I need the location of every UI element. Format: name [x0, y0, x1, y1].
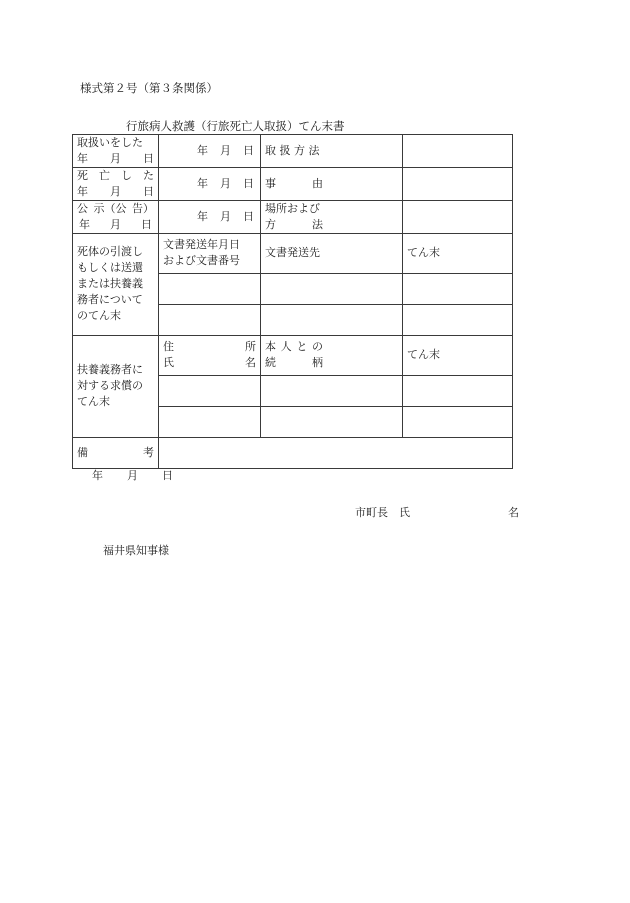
document-recipient-field-1[interactable] [261, 273, 403, 304]
document-title: 行旅病人救護（行旅死亡人取扱）てん末書 [126, 119, 345, 133]
label-reimbursement: 扶養義務者に 対する求償の てん末 [73, 335, 159, 437]
section-body-handover-header [73, 233, 513, 273]
handling-date-field[interactable]: 年 月 日 [159, 135, 261, 168]
reimbursement-outcome-field-2[interactable] [403, 406, 513, 437]
death-date-field[interactable]: 年 月 日 [159, 167, 261, 200]
mayor-signature-line: 市町長 氏 [355, 506, 410, 519]
label-handling-date: 取扱いをした 年 月 日 [73, 135, 159, 168]
label-remarks: 備 考 [73, 437, 159, 468]
document-date-field-1[interactable] [159, 273, 261, 304]
form-number: 様式第２号（第３条関係） [80, 81, 218, 95]
label-death-date: 死 亡 し た 年 月 日 [73, 167, 159, 200]
reason-field[interactable] [403, 167, 513, 200]
section-reimbursement-header [73, 335, 513, 375]
handling-method-field[interactable] [403, 135, 513, 168]
document-recipient-field-2[interactable] [261, 304, 403, 335]
footer-date: 年 月 日 [92, 469, 173, 482]
header-outcome-2: てん末 [403, 335, 513, 375]
row-handling [73, 135, 513, 168]
label-body-handover: 死体の引渡し もしくは送還 または扶養義 務者について のてん末 [73, 233, 159, 335]
outcome-field-2[interactable] [403, 304, 513, 335]
place-method-field[interactable] [403, 200, 513, 233]
relationship-field-1[interactable] [261, 375, 403, 406]
outcome-field-1[interactable] [403, 273, 513, 304]
header-relationship: 本 人 と の 続 柄 [261, 335, 403, 375]
remarks-field[interactable] [159, 437, 513, 468]
header-document-date-number: 文書発送年月日 および文書番号 [159, 233, 261, 273]
document-date-field-2[interactable] [159, 304, 261, 335]
header-outcome-1: てん末 [403, 233, 513, 273]
label-reason: 事 由 [261, 167, 403, 200]
addressee: 福井県知事様 [103, 544, 169, 557]
row-death [73, 167, 513, 200]
mayor-name-suffix: 名 [508, 506, 519, 519]
relationship-field-2[interactable] [261, 406, 403, 437]
notice-date-field[interactable]: 年 月 日 [159, 200, 261, 233]
reimbursement-outcome-field-1[interactable] [403, 375, 513, 406]
address-name-field-1[interactable] [159, 375, 261, 406]
header-address-name: 住 所 氏 名 [159, 335, 261, 375]
label-notice-date: 公 示（公 告） 年 月 日 [73, 200, 159, 233]
header-document-recipient: 文書発送先 [261, 233, 403, 273]
row-remarks [73, 437, 513, 468]
label-place-method: 場所および 方 法 [261, 200, 403, 233]
row-notice [73, 200, 513, 233]
report-table [72, 134, 513, 469]
label-handling-method: 取 扱 方 法 [261, 135, 403, 168]
address-name-field-2[interactable] [159, 406, 261, 437]
